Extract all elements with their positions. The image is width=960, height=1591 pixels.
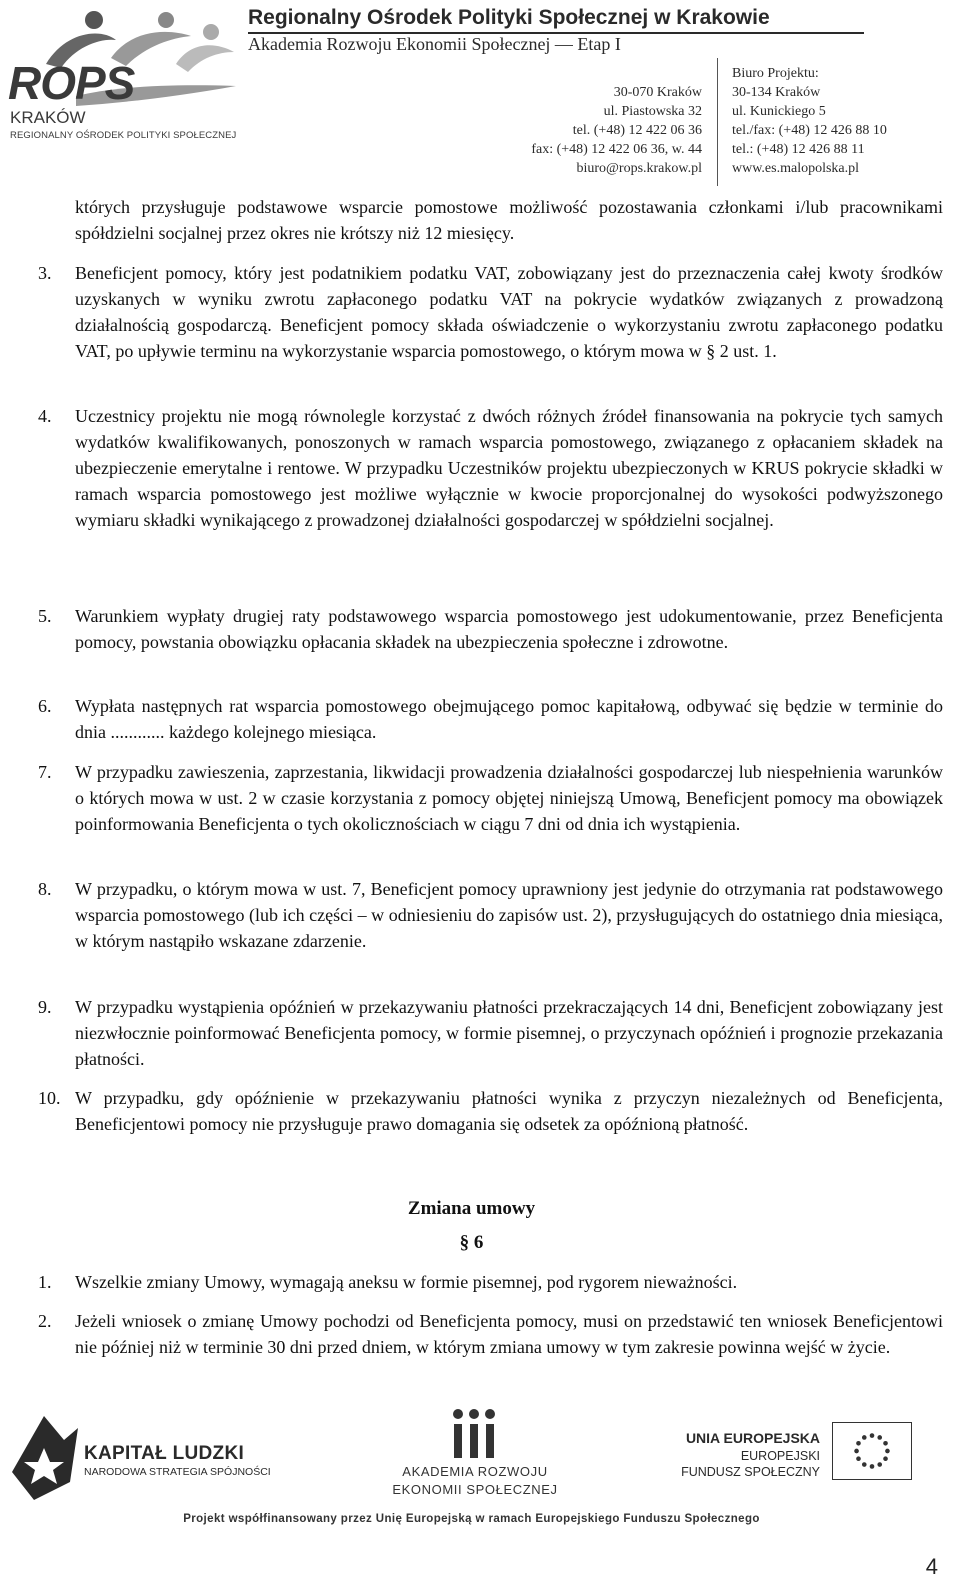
address-line: 30-070 Kraków xyxy=(613,85,702,100)
address-heading: Biuro Projektu: xyxy=(732,66,819,81)
item-number: 9. xyxy=(38,997,52,1017)
item-number: 4. xyxy=(38,406,52,426)
email-address: biuro@rops.krakow.pl xyxy=(576,161,702,176)
item-text: W przypadku, gdy opóźnienie w przekazywaniu płatności wynika z przyczyn niezależnych od Beneficjenta, Beneficjentowi pomocy nie przysługuje prawo domagania się odsetek za opóźnioną płatność. xyxy=(75,1088,943,1134)
item-text: Warunkiem wypłaty drugiej raty podstawowego wsparcia pomostowego jest udokumentowanie, przez Beneficjenta pomocy, powstania obowiązku opłacania składek na ubezpieczenia społeczne i zdrowotne. xyxy=(75,606,943,652)
item-number: 10. xyxy=(38,1088,61,1108)
item-text: Uczestnicy projektu nie mogą równolegle korzystać z dwóch różnych źródeł finansowania na pokrycie tych samych wydatków kwalifikowanych, ponoszonych w ramach wsparcia pomostowego, związanego z opłacaniem składek na ubezpieczenie emerytalne i rentowe. W przypadku Uczestników projektu ubezpieczonych w KRUS pokrycie składki w ramach wsparcia pomostowego jest możliwe wyłącznie w kwocie proporcjonalnej do wysokości podwyższonego wymiaru składki wynikającego z prowadzonej działalności gospodarczej w spółdzielni socjalnej. xyxy=(75,406,943,530)
akademia-title: AKADEMIA ROZWOJU xyxy=(402,1464,548,1479)
address-line: 30-134 Kraków xyxy=(732,85,821,100)
akademia-subtitle: EKONOMII SPOŁECZNEJ xyxy=(392,1482,558,1497)
cofinancing-note: Projekt współfinansowany przez Unię Europejską w ramach Europejskiego Funduszu Społecznego xyxy=(183,1513,760,1525)
page-number: 4 xyxy=(925,1554,938,1579)
item-number: 2. xyxy=(38,1311,52,1331)
continuation-paragraph: których przysługuje podstawowe wsparcie pomostowe możliwość pozostawania członkami i/lub pracownikami spółdzielni socjalnej przez okres nie krótszy niż 12 miesięcy. xyxy=(75,197,943,243)
akademia-figures-icon xyxy=(448,1406,500,1460)
ue-line: EUROPEJSKI xyxy=(740,1449,820,1463)
kapital-ludzki-subtitle: NARODOWA STRATEGIA SPÓJNOŚCI xyxy=(84,1466,271,1478)
address-line: tel./fax: (+48) 12 426 88 10 xyxy=(732,123,887,138)
letterhead xyxy=(0,0,960,190)
address-line: fax: (+48) 12 422 06 36, w. 44 xyxy=(531,142,702,157)
ue-line: FUNDUSZ SPOŁECZNY xyxy=(681,1465,820,1479)
item-number: 1. xyxy=(38,1272,52,1292)
main-office-address xyxy=(531,83,702,178)
item-number: 6. xyxy=(38,696,52,716)
item-text: W przypadku wystąpienia opóźnień w przekazywaniu płatności przekraczających 14 dni, Beneficjent zobowiązany jest niezwłocznie poinformować Beneficjenta pomocy, w formie pisemnej, o przyczynach opóźnień i prognozie przekazania płatności. xyxy=(75,997,943,1069)
item-text: W przypadku, o którym mowa w ust. 7, Beneficjent pomocy uprawniony jest jedynie do otrzymania rat podstawowego wsparcia pomostowego (lub ich części – w odniesieniu do zapisów ust. 2), przysługujących do ostatniego dnia miesiąca, w którym nastąpiło wskazane zdarzenie. xyxy=(75,879,943,951)
organization-subtitle: Akademia Rozwoju Ekonomii Społecznej — Etap I xyxy=(248,34,621,54)
item-text: Wypłata następnych rat wsparcia pomostowego obejmującego pomoc kapitałową, odbywać się będzie w terminie do dnia ............ każdego kolejnego miesiąca. xyxy=(75,696,943,742)
ue-title: UNIA EUROPEJSKA xyxy=(685,1430,820,1446)
item-text: W przypadku zawieszenia, zaprzestania, likwidacji prowadzenia działalności gospodarczej lub niespełnienia warunków o których mowa w ust. 2 w czasie korzystania z pomocy objętej niniejszą Umową, Beneficjent pomocy ma obowiązek poinformowania Beneficjenta o tych okolicznościach w ciągu 7 dni od dnia ich wystąpienia. xyxy=(75,762,943,834)
footer-logos xyxy=(0,1400,960,1550)
address-line: tel.: (+48) 12 426 88 11 xyxy=(732,142,865,157)
kapital-ludzki-title: KAPITAŁ LUDZKI xyxy=(84,1443,245,1464)
website-address: www.es.malopolska.pl xyxy=(732,161,860,176)
item-number: 5. xyxy=(38,606,52,626)
project-office-address xyxy=(732,64,887,178)
rops-logo-city: KRAKÓW xyxy=(10,108,86,127)
organization-title: Regionalny Ośrodek Polityki Społecznej w Krakowie xyxy=(248,6,770,29)
rops-logo-subtitle: REGIONALNY OŚRODEK POLITYKI SPOŁECZNEJ xyxy=(10,130,237,141)
eu-flag-icon xyxy=(832,1422,912,1480)
kapital-ludzki-star-icon xyxy=(4,1412,82,1504)
section-title: Zmiana umowy xyxy=(407,1198,536,1219)
item-text: Wszelkie zmiany Umowy, wymagają aneksu w formie pisemnej, pod rygorem nieważności. xyxy=(75,1272,738,1292)
item-text: Jeżeli wniosek o zmianę Umowy pochodzi od Beneficjenta pomocy, musi on przedstawić ten wniosek Beneficjentowi nie później niż w terminie 30 dni przed dniem, w którym zmiana umowy w tym zakresie powinna wejść w życie. xyxy=(75,1311,943,1357)
rops-logo-text: ROPS xyxy=(8,57,135,109)
address-line: tel. (+48) 12 422 06 36 xyxy=(572,123,702,138)
item-number: 3. xyxy=(38,263,52,283)
address-divider xyxy=(717,58,718,186)
item-text: Beneficjent pomocy, który jest podatnikiem podatku VAT, zobowiązany jest do przeznaczenia całej kwoty środków uzyskanych w wyniku zwrotu zapłaconego podatku VAT na pokrycie wydatków związanych z prowadzoną działalnością gospodarczą. Beneficjent pomocy składa oświadczenie o wykorzystaniu zwrotu zapłaconego podatku VAT, po upływie terminu na wykorzystanie wsparcia pomostowego, o którym mowa w § 2 ust. 1. xyxy=(75,263,943,361)
section-symbol: § 6 xyxy=(459,1232,484,1253)
item-number: 8. xyxy=(38,879,52,899)
address-line: ul. Kunickiego 5 xyxy=(732,104,826,119)
address-line: ul. Piastowska 32 xyxy=(603,104,702,119)
item-number: 7. xyxy=(38,762,52,782)
